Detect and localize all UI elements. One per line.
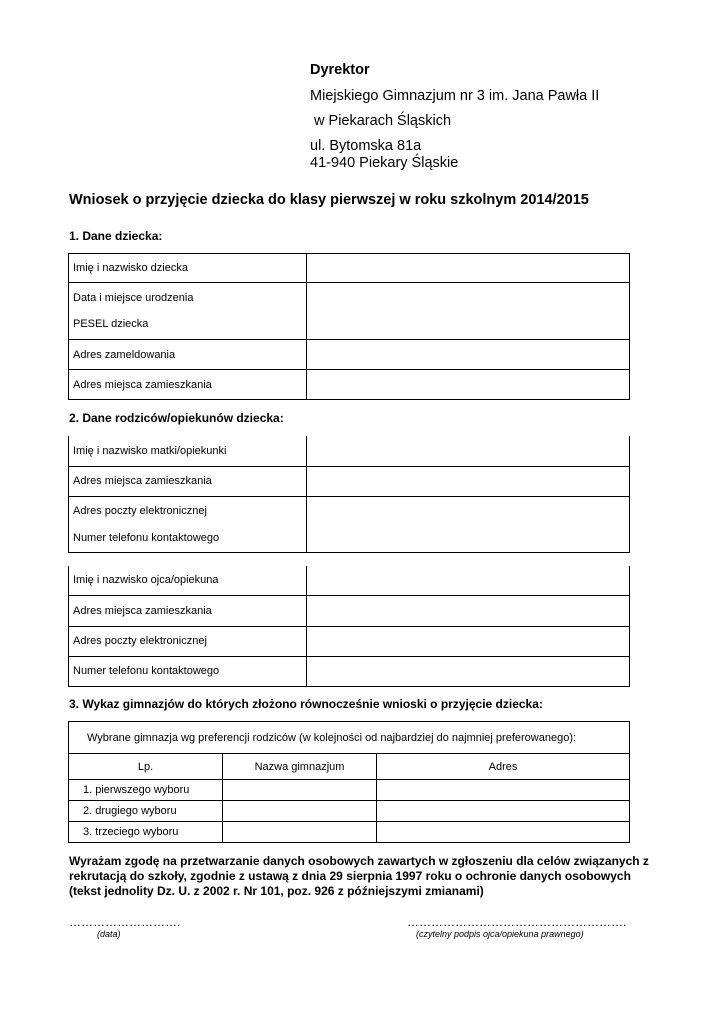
recipient-city: w Piekarach Śląskich: [310, 113, 452, 129]
choice-3-name-field[interactable]: [223, 822, 377, 843]
recipient-street: ul. Bytomska 81a: [310, 138, 422, 154]
child-data-table: [68, 253, 630, 400]
choice-1-name-field[interactable]: [223, 780, 377, 801]
father-email-label: Adres poczty elektronicznej: [69, 626, 307, 656]
child-residence-label: Adres miejsca zamieszkania: [69, 370, 307, 400]
signature-label: (czytelny podpis ojca/opiekuna prawnego): [416, 929, 584, 939]
father-data-table: [68, 566, 630, 687]
recipient-title: Dyrektor: [310, 62, 370, 78]
choice-2-address-field[interactable]: [377, 801, 630, 822]
child-registered-field[interactable]: [307, 340, 630, 370]
schools-table: [68, 721, 630, 843]
recipient-postal: 41-940 Piekary Śląskie: [310, 155, 459, 171]
choice-3-label: 3. trzeciego wyboru: [69, 822, 223, 843]
mother-contact-label: [69, 496, 307, 552]
child-pesel-label: PESEL dziecka: [73, 318, 149, 330]
mother-phone-label: Numer telefonu kontaktowego: [73, 531, 220, 544]
father-name-label: Imię i nazwisko ojca/opiekuna: [69, 566, 307, 595]
father-residence-field[interactable]: [307, 595, 630, 626]
mother-residence-field[interactable]: [307, 466, 630, 496]
section-3-title: 3. Wykaz gimnazjów do których złożono równocześnie wnioski o przyjęcie dziecka:: [69, 697, 543, 711]
date-label: (data): [97, 929, 121, 939]
table-row: [69, 822, 630, 843]
section-1-title: 1. Dane dziecka:: [69, 229, 163, 243]
father-phone-label: Numer telefonu kontaktowego: [69, 656, 307, 686]
child-birth-label: Data i miejsce urodzenia: [73, 292, 194, 304]
mother-residence-label: Adres miejsca zamieszkania: [69, 466, 307, 496]
schools-col-name: Nazwa gimnazjum: [223, 754, 377, 780]
child-birth-pesel-label: [69, 283, 307, 340]
mother-email-label: Adres poczty elektronicznej: [73, 504, 207, 517]
table-row: [69, 780, 630, 801]
schools-col-lp: Lp.: [69, 754, 223, 780]
father-phone-field[interactable]: [307, 656, 630, 686]
choice-1-label: 1. pierwszego wyboru: [69, 780, 223, 801]
page-title: Wniosek o przyjęcie dziecka do klasy pierwszej w roku szkolnym 2014/2015: [69, 192, 589, 208]
choice-3-address-field[interactable]: [377, 822, 630, 843]
schools-col-address: Adres: [377, 754, 630, 780]
date-dots[interactable]: ……………………….: [69, 915, 181, 929]
recipient-school: Miejskiego Gimnazjum nr 3 im. Jana Pawła II: [310, 88, 600, 104]
child-birth-pesel-field[interactable]: [307, 283, 630, 340]
child-name-label: Imię i nazwisko dziecka: [69, 254, 307, 283]
consent-text: Wyrażam zgodę na przetwarzanie danych osobowych zawartych w zgłoszeniu dla celów związanych z rekrutacją do szkoły, zgodnie z ustawą z dnia 29 sierpnia 1997 roku o ochronie danych osobowych (tekst jednolity Dz. U. z 2002 r. Nr 101, poz. 926 z późniejszymi zmianami): [69, 854, 649, 898]
table-row: [69, 801, 630, 822]
mother-name-label: Imię i nazwisko matki/opiekunki: [69, 436, 307, 466]
child-registered-label: Adres zameldowania: [69, 340, 307, 370]
choice-1-address-field[interactable]: [377, 780, 630, 801]
choice-2-label: 2. drugiego wyboru: [69, 801, 223, 822]
choice-2-name-field[interactable]: [223, 801, 377, 822]
signature-dots[interactable]: ……………………………………………….: [407, 915, 627, 929]
child-residence-field[interactable]: [307, 370, 630, 400]
father-residence-label: Adres miejsca zamieszkania: [69, 595, 307, 626]
section-2-title: 2. Dane rodziców/opiekunów dziecka:: [69, 411, 284, 425]
mother-contact-field[interactable]: [307, 496, 630, 552]
child-name-field[interactable]: [307, 254, 630, 283]
father-name-field[interactable]: [307, 566, 630, 595]
father-email-field[interactable]: [307, 626, 630, 656]
schools-intro: Wybrane gimnazja wg preferencji rodziców (w kolejności od najbardziej do najmniej preferowanego):: [69, 722, 630, 754]
mother-name-field[interactable]: [307, 436, 630, 466]
mother-data-table: [68, 436, 630, 553]
